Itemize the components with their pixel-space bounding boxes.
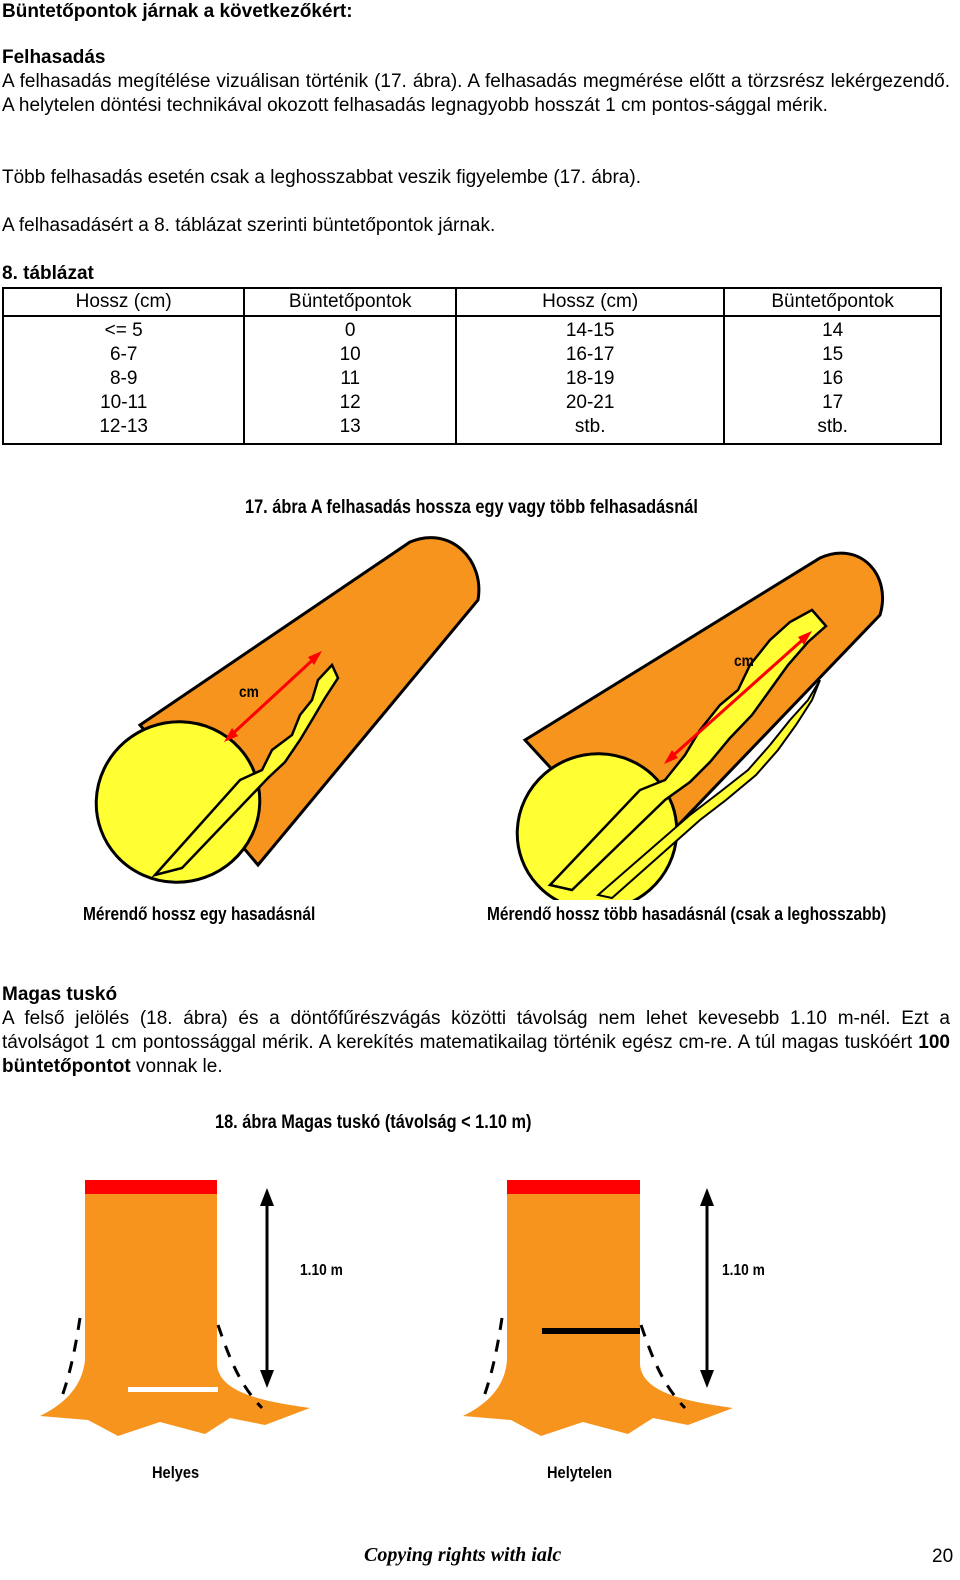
stump-paragraph — [2, 1007, 950, 1079]
table-cell: 16 — [724, 367, 941, 391]
table-cell: stb. — [724, 415, 941, 444]
table-row — [3, 415, 941, 444]
cut-line — [542, 1328, 640, 1334]
stump-incorrect — [463, 1180, 733, 1436]
table-cell: 6-7 — [3, 343, 244, 367]
footer-copyright: Copying rights with ialc — [364, 1544, 562, 1566]
page-number: 20 — [932, 1546, 954, 1567]
top-mark — [85, 1180, 217, 1194]
table-cell: 18-19 — [456, 367, 724, 391]
table-row — [3, 343, 941, 367]
table-cell: stb. — [456, 415, 724, 444]
stump-paragraph-end: vonnak le. — [130, 1056, 223, 1077]
table-cell: 15 — [724, 343, 941, 367]
table-cell: 10-11 — [3, 391, 244, 415]
figure-18-right-label: Helytelen — [547, 1463, 613, 1482]
figure-18-caption: 18. ábra Magas tuskó (távolság < 1.10 m) — [215, 1112, 532, 1133]
table-row — [3, 316, 941, 343]
table-cell: 14 — [724, 316, 941, 343]
table-cell: 12 — [244, 391, 456, 415]
arrowhead-icon — [700, 1188, 714, 1206]
log-multiple-splits — [495, 553, 882, 900]
dimension-label-right: 1.10 m — [722, 1262, 765, 1279]
figure-18-illustration — [0, 1170, 960, 1450]
arrowhead-icon — [260, 1370, 274, 1388]
table-8-title: 8. táblázat — [2, 263, 94, 284]
figure-18-left-label: Helyes — [152, 1463, 200, 1482]
table-cell: 20-21 — [456, 391, 724, 415]
page-heading: Büntetőpontok járnak a következőkért: — [2, 1, 353, 22]
top-mark — [507, 1180, 640, 1194]
stump-body — [40, 1182, 310, 1436]
log-single-split — [74, 538, 479, 900]
table-cell: 14-15 — [456, 316, 724, 343]
table-cell: <= 5 — [3, 316, 244, 343]
section-title-split: Felhasadás — [2, 47, 106, 68]
stump-correct — [40, 1180, 310, 1436]
split-paragraph-2: Több felhasadás esetén csak a leghosszabbat veszik figyelembe (17. ábra). — [2, 167, 641, 188]
table-header-cell: Büntetőpontok — [244, 288, 456, 316]
table-cell: 8-9 — [3, 367, 244, 391]
figure-17-right-label: Mérendő hossz több hasadásnál (csak a leghosszabb) — [487, 904, 887, 924]
cut-line — [128, 1387, 218, 1392]
section-title-stump: Magas tuskó — [2, 984, 118, 1005]
split-paragraph-3: A felhasadásért a 8. táblázat szerinti büntetőpontok járnak. — [2, 215, 496, 236]
figure-17-left-label: Mérendő hossz egy hasadásnál — [83, 904, 316, 924]
cm-label-left: cm — [239, 684, 259, 701]
table-cell: 17 — [724, 391, 941, 415]
table-cell: 0 — [244, 316, 456, 343]
table-row — [3, 391, 941, 415]
penalty-table — [2, 287, 942, 445]
table-cell: 13 — [244, 415, 456, 444]
table-cell: 11 — [244, 367, 456, 391]
cm-label-right: cm — [734, 653, 754, 670]
split-paragraph-1: A felhasadás megítélése vizuálisan történik (17. ábra). A felhasadás megmérése előtt a törzsrész lekérgezendő. A helytelen döntési technikával okozott felhasadás legnagyobb hosszát 1 cm pontos-sággal mérik. — [2, 71, 950, 116]
dimension-label-left: 1.10 m — [300, 1262, 343, 1279]
table-header-cell: Hossz (cm) — [456, 288, 724, 316]
arrowhead-icon — [260, 1188, 274, 1206]
stump-paragraph-bold: 100 büntetőpontot — [2, 1032, 950, 1077]
table-cell: 16-17 — [456, 343, 724, 367]
table-header-cell: Hossz (cm) — [3, 288, 244, 316]
table-header-cell: Büntetőpontok — [724, 288, 941, 316]
figure-17-caption: 17. ábra A felhasadás hossza egy vagy több felhasadásnál — [245, 497, 698, 518]
table-cell: 12-13 — [3, 415, 244, 444]
table-row — [3, 367, 941, 391]
stump-paragraph-text: A felső jelölés (18. ábra) és a döntőfűrészvágás közötti távolság nem lehet kevesebb 1.10 m-nél. Ezt a távolságot 1 cm pontossággal mérik. A kerekítés matematikailag történik egész cm-re. A túl magas tuskóért — [2, 1008, 950, 1053]
arrowhead-icon — [700, 1370, 714, 1388]
stump-body — [463, 1182, 733, 1436]
table-cell: 10 — [244, 343, 456, 367]
figure-17-illustration — [0, 530, 960, 900]
table-header-row — [3, 288, 941, 316]
